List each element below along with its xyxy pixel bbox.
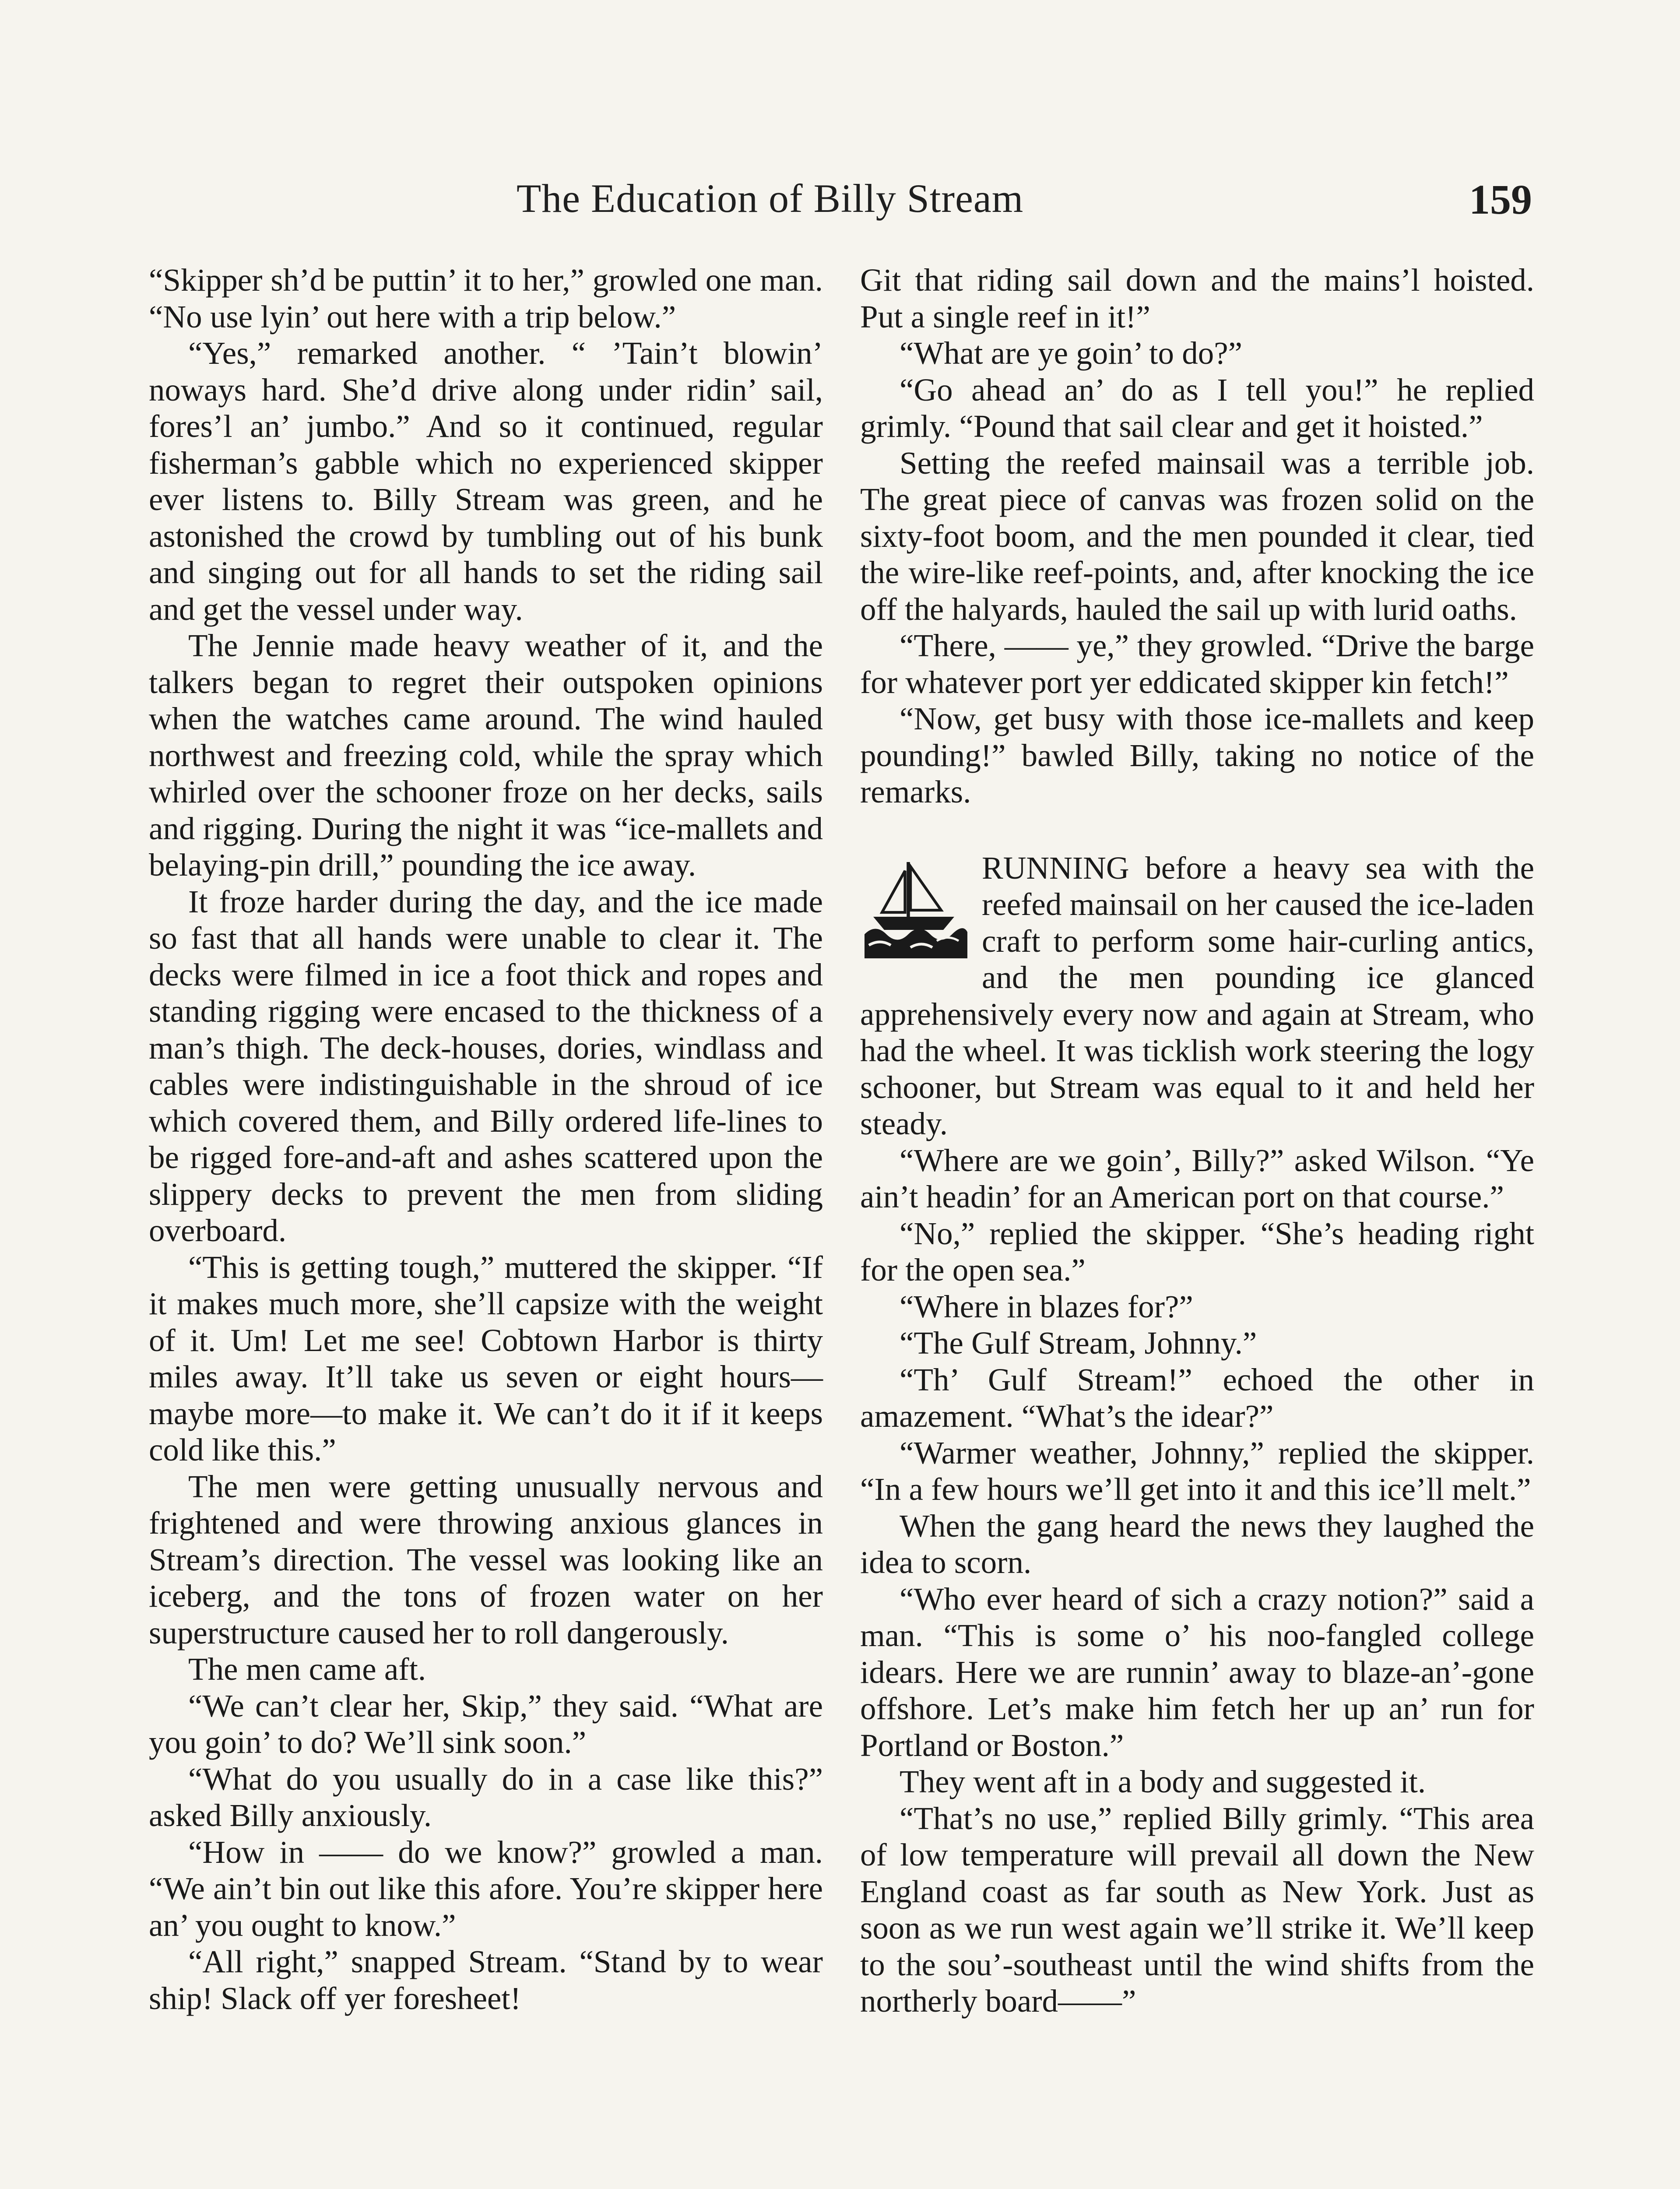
paragraph: “Skipper sh’d be puttin’ it to her,” growled one man. “No use lyin’ out here with a trip below.” — [149, 262, 823, 334]
paragraph: “Yes,” remarked another. “ ’Tain’t blowin’ noways hard. She’d drive along under ridin’ sail, fores’l an’ jumbo.” And so it continued, regular fisherman’s gabble which no experienced skipper ever listens to. Billy Stream was green, and he astonished the crowd by tumbling out of his bunk and singing out for all hands to set the riding sail and get the vessel under way. — [149, 335, 823, 627]
paragraph: They went aft in a body and suggested it. — [900, 1764, 1426, 1799]
paragraph: “What are ye goin’ to do?” — [900, 335, 1243, 371]
section-opening — [860, 850, 1534, 1142]
paragraph: “We can’t clear her, Skip,” they said. “What are you goin’ to do? We’ll sink soon.” — [149, 1688, 823, 1760]
paragraph: “All right,” snapped Stream. “Stand by to wear ship! Slack off yer foresheet! — [149, 1944, 823, 2016]
paragraph: “Where in blazes for?” — [900, 1288, 1193, 1324]
paragraph: “Th’ Gulf Stream!” echoed the other in amazement. “What’s the idear?” — [860, 1362, 1534, 1434]
paragraph: “How in —— do we know?” growled a man. “We ain’t bin out like this afore. You’re skipper here an’ you ought to know.” — [149, 1834, 823, 1943]
paragraph: “This is getting tough,” muttered the skipper. “If it makes much more, she’ll capsize with the weight of it. Um! Let me see! Cobtown Harbor is thirty miles away. It’ll take us seven or eight hours—maybe more—to make it. We can’t do it if it keeps cold like this.” — [149, 1249, 823, 1468]
left-column — [149, 262, 823, 2017]
paragraph: The men were getting unusually nervous and frightened and were throwing anxious glances in Stream’s direction. The vessel was looking like an iceberg, and the tons of frozen water on her superstructure caused her to roll dangerously. — [149, 1468, 823, 1651]
paragraph: “Go ahead an’ do as I tell you!” he replied grimly. “Pound that sail clear and get it hoisted.” — [860, 372, 1534, 444]
paragraph: “Who ever heard of sich a crazy notion?” said a man. “This is some o’ his noo-fangled college idears. Here we are runnin’ away to blaze-an’-gone offshore. Let’s make him fetch her up an’ run for Portland or Boston.” — [860, 1581, 1534, 1763]
paragraph: The Jennie made heavy weather of it, and the talkers began to regret their outspoken opinions when the watches came around. The wind hauled northwest and freezing cold, while the spray which whirled over the schooner froze on her decks, sails and rigging. During the night it was “ice-mallets and belaying-pin drill,” pounding the ice away. — [149, 628, 823, 883]
running-head — [149, 175, 1532, 236]
paragraph: “The Gulf Stream, Johnny.” — [900, 1325, 1257, 1361]
paragraph-initial: RUNNING before a heavy sea with the reefed mainsail on her caused the ice-laden craft to perform some hair-curling antics, and the men pounding ice glanced apprehensively every now and again at Stream, who had the wheel. It was ticklish work steering the logy schooner, but Stream was equal to it and held her steady. — [860, 850, 1534, 1141]
paragraph: It froze harder during the day, and the ice made so fast that all hands were unable to clear it. The decks were filmed in ice a foot thick and ropes and standing rigging were encased to the thickness of a man’s thigh. The deck-houses, dories, windlass and cables were indistinguishable in the shroud of ice which covered them, and Billy ordered life-lines to be rigged fore-and-aft and ashes scattered upon the slippery decks to prevent the men from sliding overboard. — [149, 883, 823, 1248]
paragraph: “That’s no use,” replied Billy grimly. “This area of low temperature will prevail all down the New England coast as far south as New York. Just as soon as we run west again we’ll strike it. We’ll keep to the sou’-southeast until the wind shifts from the northerly board——” — [860, 1800, 1534, 2019]
paragraph: When the gang heard the news they laughed the idea to scorn. — [860, 1508, 1534, 1580]
paragraph: Setting the reefed mainsail was a terrible job. The great piece of canvas was frozen solid on the sixty-foot boom, and the men pounded it clear, tied the wire-like reef-points, and, after knocking the ice off the halyards, hauled the sail up with lurid oaths. — [860, 445, 1534, 627]
schooner-drop-cap-icon — [860, 853, 970, 963]
section-break — [860, 810, 1534, 850]
paragraph: The men came aft. — [188, 1651, 426, 1687]
paragraph: Git that riding sail down and the mains’l hoisted. Put a single reef in it!” — [860, 262, 1534, 334]
paragraph: “No,” replied the skipper. “She’s heading right for the open sea.” — [860, 1215, 1534, 1288]
page-number: 159 — [1469, 176, 1532, 223]
paragraph: “What do you usually do in a case like this?” asked Billy anxiously. — [149, 1761, 823, 1833]
paragraph: “Warmer weather, Johnny,” replied the skipper. “In a few hours we’ll get into it and this ice’ll melt.” — [860, 1435, 1534, 1507]
running-title: The Education of Billy Stream — [517, 176, 1024, 221]
paragraph: “Now, get busy with those ice-mallets and keep pounding!” bawled Billy, taking no notice of the remarks. — [860, 701, 1534, 809]
right-column — [860, 262, 1534, 2020]
paragraph: “There, —— ye,” they growled. “Drive the barge for whatever port yer eddicated skipper kin fetch!” — [860, 628, 1534, 700]
paragraph: “Where are we goin’, Billy?” asked Wilson. “Ye ain’t headin’ for an American port on that course.” — [860, 1142, 1534, 1214]
